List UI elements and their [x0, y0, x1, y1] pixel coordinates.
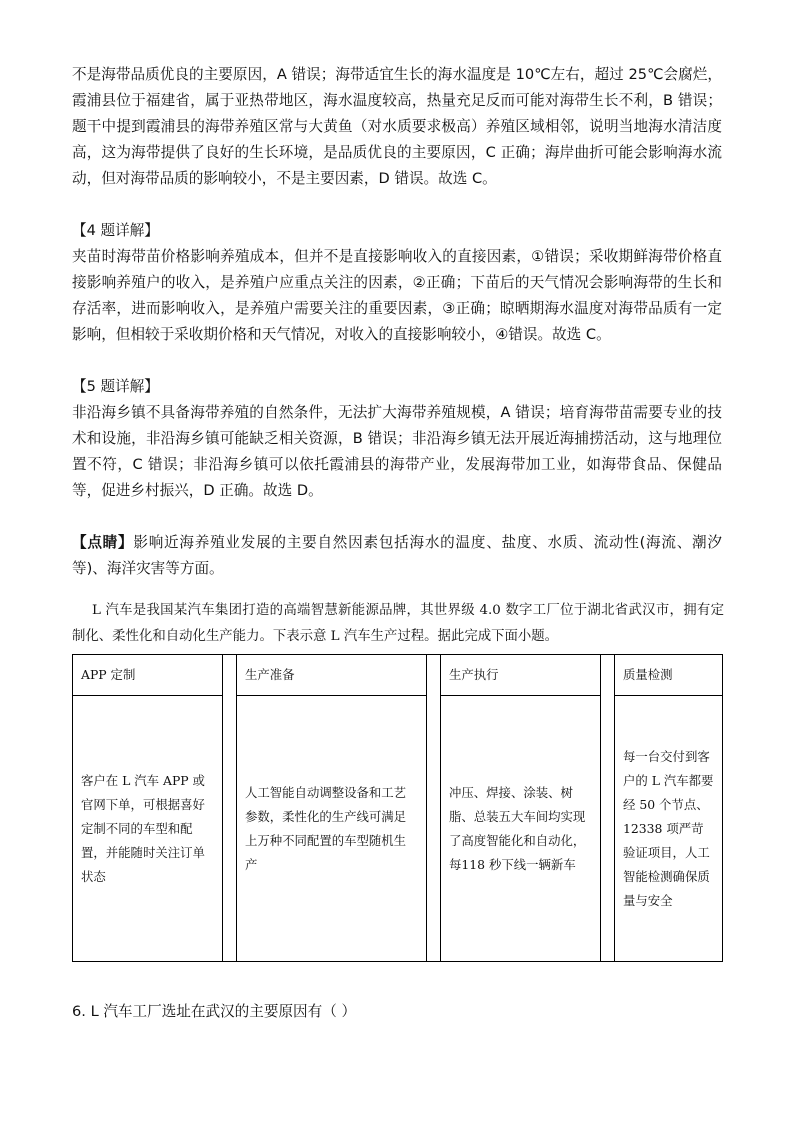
cell-quality-check: 每一台交付到客户的 L 汽车都要经 50 个节点、12338 项严苛验证项目，人工智能检测确保质量与安全 [615, 696, 723, 962]
tip-label: 【点睛】 [72, 534, 134, 551]
cell-app-custom: 客户在 L 汽车 APP 或官网下单，可根据喜好定制不同的车型和配置，并能随时关注订单状态 [73, 696, 223, 962]
table-divider [601, 655, 615, 696]
table-header-row [73, 655, 723, 696]
answer-5-heading: 【5 题详解】 [72, 378, 159, 395]
header-production-exec: 生产执行 [441, 655, 601, 696]
table-divider [427, 655, 441, 696]
cell-production-exec: 冲压、焊接、涂装、树脂、总装五大车间均实现了高度智能化和自动化，每118 秒下线一辆新车 [441, 696, 601, 962]
cell-production-prep: 人工智能自动调整设备和工艺参数，柔性化的生产线可满足上万种不同配置的车型随机生产 [237, 696, 427, 962]
answer-4-heading: 【4 题详解】 [72, 222, 159, 239]
header-production-prep: 生产准备 [237, 655, 427, 696]
question-6: 6. L 汽车工厂选址在武汉的主要原因有（ ） [72, 1003, 357, 1020]
question-intro: L 汽车是我国某汽车集团打造的高端智慧新能源品牌，其世界级 4.0 数字工厂位于湖北省武汉市，拥有定制化、柔性化和自动化生产能力。下表示意 L 汽车生产过程。据此完成下面小题。 [72, 603, 724, 644]
answer-3-continuation: 不是海带品质优良的主要原因，A 错误；海带适宜生长的海水温度是 10℃左右，超过 25℃会腐烂，霞浦县位于福建省，属于亚热带地区，海水温度较高，热量充足反而可能对海带生长不利，B 错误；题干中提到霞浦县的海带养殖区常与大黄鱼（对水质要求极高）养殖区域相邻，说明当地海水清洁度高，这为海带提供了良好的生长环境，是品质优良的主要原因，C 正确；海岸曲折可能会影响海水流动，但对海带品质的影响较小，不是主要因素，D 错误。故选 C。 [72, 66, 722, 187]
table-divider [601, 696, 615, 962]
answer-4-explanation: 夹苗时海带苗价格影响养殖成本，但并不是直接影响收入的直接因素，①错误；采收期鲜海带价格直接影响养殖户的收入，是养殖户应重点关注的因素，②正确；下苗后的天气情况会影响海带的生长和存活率，进而影响收入，是养殖户需要关注的重要因素，③正确；晾晒期海水温度对海带品质有一定影响，但相较于采收期价格和天气情况，对收入的直接影响较小，④错误。故选 C。 [72, 248, 722, 343]
tip-text: 影响近海养殖业发展的主要自然因素包括海水的温度、盐度、水质、流动性(海流、潮汐等)、海洋灾害等方面。 [72, 534, 722, 577]
table-divider [223, 696, 237, 962]
table-body-row [73, 696, 723, 962]
header-quality-check: 质量检测 [615, 655, 723, 696]
production-process-table [72, 654, 723, 962]
tip-paragraph [72, 530, 722, 582]
answer-5-explanation: 非沿海乡镇不具备海带养殖的自然条件，无法扩大海带养殖规模，A 错误；培育海带苗需要专业的技术和设施，非沿海乡镇可能缺乏相关资源，B 错误；非沿海乡镇无法开展近海捕捞活动，这与地理位置不符，C 错误；非沿海乡镇可以依托霞浦县的海带产业，发展海带加工业，如海带食品、保健品等，促进乡村振兴，D 正确。故选 D。 [72, 404, 722, 499]
table-divider [223, 655, 237, 696]
header-app-custom: APP 定制 [73, 655, 223, 696]
table-divider [427, 696, 441, 962]
